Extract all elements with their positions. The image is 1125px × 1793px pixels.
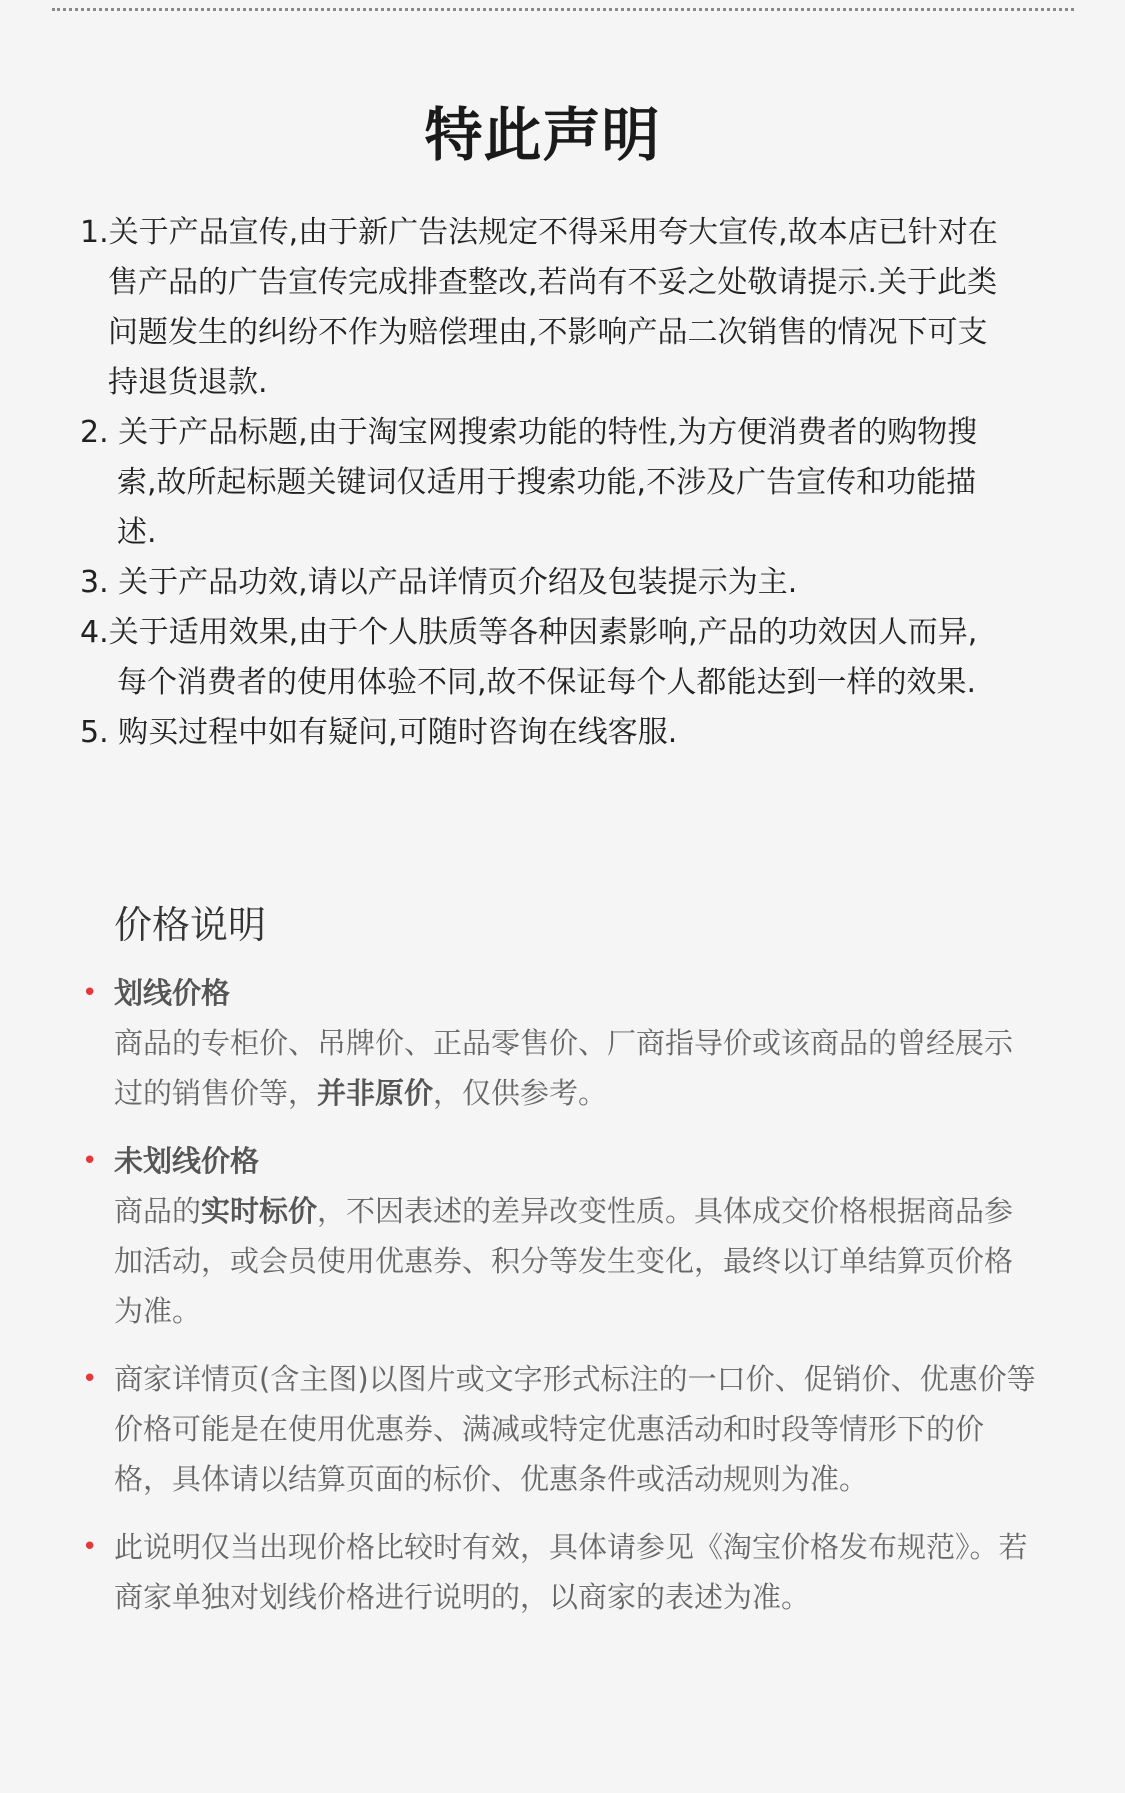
price-note-emphasis: 并非原价	[317, 1076, 434, 1110]
price-note-item-promotion-price	[80, 1354, 1040, 1504]
price-note-heading: 价格说明	[114, 903, 267, 947]
declaration-item-2: 2. 关于产品标题,由于淘宝网搜索功能的特性,为方便消费者的购物搜索,故所起标题关键词仅适用于搜索功能,不涉及广告宣传和功能描述.	[80, 415, 978, 550]
price-note-item-strikethrough	[80, 968, 1040, 1118]
price-note-text-segment: 商品的专柜价、吊牌价、正品零售价、厂商指导价或该商品的曾经展示过的销售价等，	[114, 1026, 1014, 1110]
price-note-item-text: 商家详情页(含主图)以图片或文字形式标注的一口价、促销价、优惠价等价格可能是在使用优惠券、满减或特定优惠活动和时段等情形下的价格，具体请以结算页面的标价、优惠条件或活动规则为准。	[114, 1362, 1036, 1496]
declaration-list	[80, 208, 1000, 758]
declaration-item-5: 5. 购买过程中如有疑问,可随时咨询在线客服.	[80, 715, 678, 750]
price-note-item-non-strikethrough	[80, 1136, 1040, 1336]
declaration-item-4: 4.关于适用效果,由于个人肤质等各种因素影响,产品的功效因人而异,每个消费者的使用体验不同,故不保证每个人都能达到一样的效果.	[80, 615, 978, 700]
red-bullet-icon: •	[82, 978, 98, 1008]
dotted-divider	[52, 8, 1074, 11]
price-note-item-text	[114, 1018, 1040, 1118]
price-note-item-title: 未划线价格	[114, 1144, 260, 1178]
price-note-text-segment: 商品的	[114, 1194, 202, 1228]
price-note-item-validity	[80, 1522, 1040, 1622]
price-note-item-title: 划线价格	[114, 976, 231, 1010]
red-bullet-icon: •	[82, 1532, 98, 1562]
declaration-item-1: 1.关于产品宣传,由于新广告法规定不得采用夸大宣传,故本店已针对在售产品的广告宣传完成排查整改,若尚有不妥之处敬请提示.关于此类问题发生的纠纷不作为赔偿理由,不影响产品二次销售的情况下可支持退货退款.	[80, 215, 998, 400]
red-bullet-icon: •	[82, 1364, 98, 1394]
price-note-emphasis: 实时标价	[201, 1194, 318, 1228]
red-bullet-icon: •	[82, 1146, 98, 1176]
price-note-text-segment: ，不因表述的差异改变性质。具体成交价格根据商品参加活动，或会员使用优惠券、积分等发生变化，最终以订单结算页价格为准。	[114, 1194, 1014, 1328]
price-note-list	[80, 968, 1040, 1622]
declaration-item-3: 3. 关于产品功效,请以产品详情页介绍及包装提示为主.	[80, 565, 798, 600]
price-note-item-text: 此说明仅当出现价格比较时有效，具体请参见《淘宝价格发布规范》。若商家单独对划线价格进行说明的，以商家的表述为准。	[114, 1530, 1028, 1614]
declaration-title: 特此声明	[424, 101, 661, 169]
price-note-item-text	[114, 1186, 1040, 1336]
price-note-text-segment: ，仅供参考。	[433, 1076, 608, 1110]
